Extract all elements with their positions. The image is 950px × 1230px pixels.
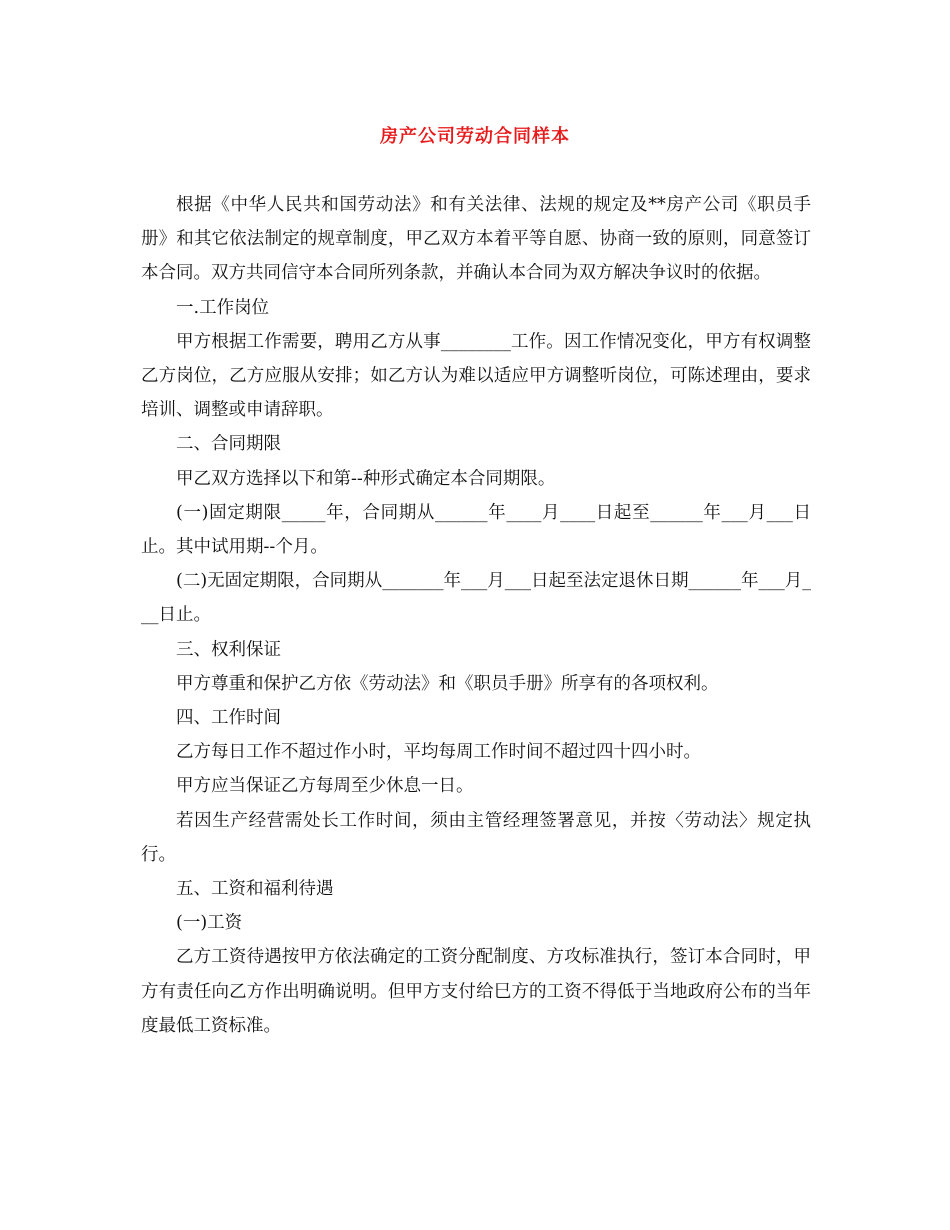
paragraph: 甲方尊重和保护乙方依《劳动法》和《职员手册》所享有的各项权利。 (176, 673, 719, 694)
section-heading: 五、工资和福利待遇 (176, 879, 334, 900)
section-heading: 三、权利保证 (176, 639, 281, 660)
intro-paragraph: 根据《中华人民共和国劳动法》和有关法律、法规的规定及**房产公司《职员手册》和其它依法制定的规章制度，甲乙双方本着平等自愿、协商一致的原则，同意签订本合同。双方共同信守本合同所列条款，并确认本合同为双方解决争议时的依据。 (141, 195, 811, 284)
paragraph: 甲乙双方选择以下和第--种形式确定本合同期限。 (176, 468, 556, 489)
section-heading: 四、工作时间 (176, 708, 281, 729)
paragraph: 若因生产经营需处长工作时间，须由主管经理签署意见，并按〈劳动法〉规定执行。 (141, 810, 811, 865)
section-heading: 一.工作岗位 (176, 297, 270, 318)
document-title: 房产公司劳动合同样本 (380, 126, 570, 147)
paragraph: 甲方根据工作需要，聘用乙方从事________工作。因工作情况变化，甲方有权调整乙方岗位，乙方应服从安排；如乙方认为难以适应甲方调整听岗位，可陈述理由，要求培训、调整或申请辞职。 (141, 331, 811, 421)
paragraph: 甲方应当保证乙方每周至少休息一日。 (176, 776, 474, 797)
document-body (141, 188, 811, 1043)
paragraph: (一)固定期限_____年，合同期从______年____月____日起至______年___月___日止。其中试用期--个月。 (141, 502, 811, 558)
section-heading: 二、合同期限 (176, 434, 281, 455)
paragraph: (二)无固定期限，合同期从_______年___月___日起至法定退休日期______年___月___日止。 (141, 571, 811, 626)
paragraph: 乙方每日工作不超过作小时，平均每周工作时间不超过四十四小时。 (176, 742, 701, 763)
paragraph: 乙方工资待遇按甲方依法确定的工资分配制度、方攻标准执行，签订本合同时，甲方有责任向乙方作出明确说明。但甲方支付给巳方的工资不得低于当地政府公布的当年度最低工资标准。 (141, 947, 811, 1036)
subsection-heading: (一)工资 (176, 913, 243, 934)
